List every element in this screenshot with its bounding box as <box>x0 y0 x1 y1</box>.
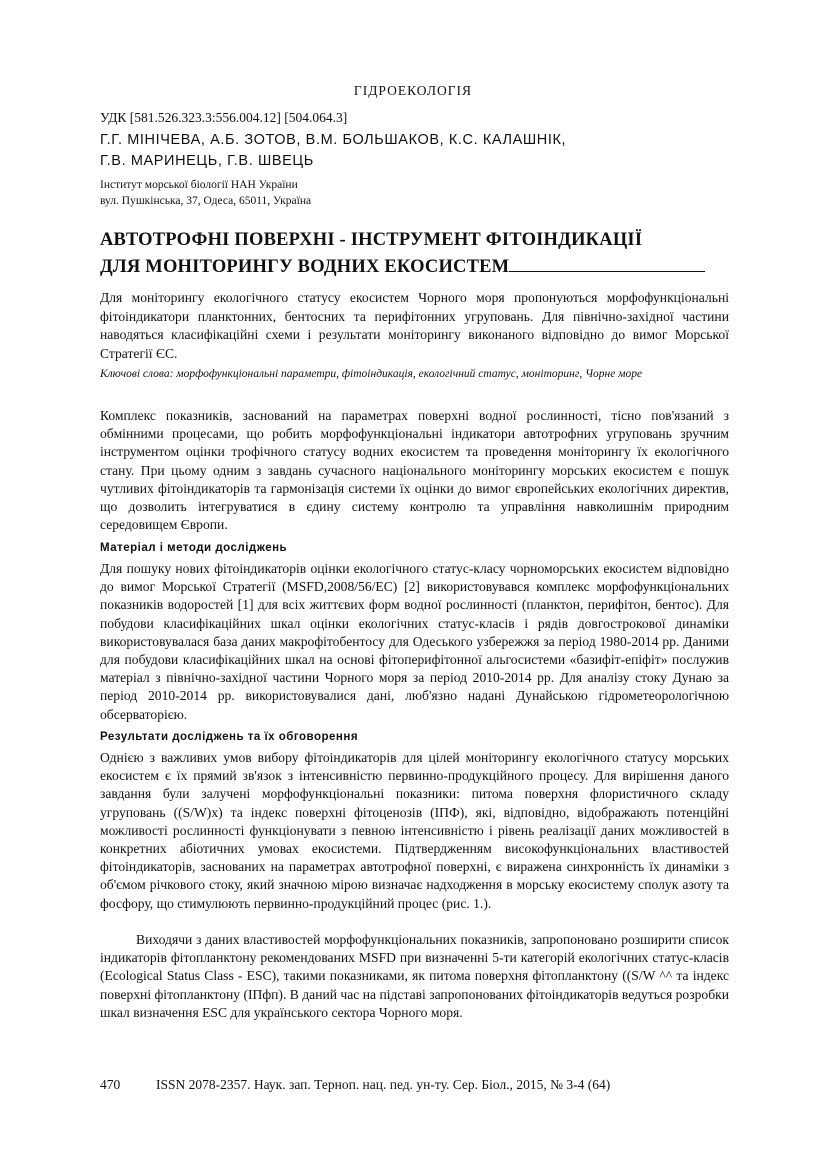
title-underline <box>509 253 705 272</box>
results-paragraph-1: Однією з важливих умов вибору фітоіндикаторів для цілей моніторингу екологічного статусу морських екосистем є їх прямий зв'язок з інтенсивністю первинно-продукційного процесу. Для вирішення даного завдання були залучені морфофункціональні показники: питома поверхня флористичного складу угруповань ((S/W)x) та індекс поверхні фітоценозів (ІПФ), які, відповідно, відображають потенційні можливості рослинності функціонувати з певною інтенсивністю і рівень реалізації даних можливостей в конкретних абіотичних умовах екосистеми. Підтвердженням високофункціональних властивостей фітоіндикаторів, заснованих на параметрах автотрофної поверхні, є виражена синхронність їх динаміки з об'ємом річкового стоку, який значною мірою визначає надходження в морську екосистему сполук азоту та фосфору, що стимулюють первинно-продукційний процес (рис. 1.). <box>100 750 729 911</box>
page-number: 470 <box>100 1077 121 1092</box>
authors-line-1: Г.Г. МІНІЧЕВА, А.Б. ЗОТОВ, В.М. БОЛЬШАКОВ, К.С. КАЛАШНІК, <box>100 132 567 148</box>
methods-heading: Матеріал і методи досліджень <box>100 542 288 554</box>
results-heading: Результати досліджень та їх обговорення <box>100 731 359 743</box>
section-header: ГІДРОЕКОЛОГІЯ <box>353 83 473 98</box>
page-footer <box>100 1077 729 1093</box>
authors <box>100 130 566 172</box>
udk-code: УДК [581.526.323.3:556.004.12] [504.064.3] <box>100 110 348 125</box>
affiliation-institute: Інститут морської біології НАН України <box>100 179 298 191</box>
keywords: Ключові слова: морфофункціональні параметри, фітоіндикація, екологічний статус, моніторинг, Чорне море <box>100 368 643 380</box>
intro-paragraph: Комплекс показників, заснований на параметрах поверхні водної рослинності, тісно пов'язаний з обмінними процесами, що робить морфофункціональні індикатори автотрофних угруповань зручним інструментом оцінки трофічного статусу водних екосистем та проведення моніторингу їх екологічного стану. При цьому одним з завдань сучасного національного моніторингу морських екосистем є пошук чутливих фітоіндикаторів та гармонізація системи їх оцінки до вимог європейських екологічних директив, що дозволить інтегруватися в єдину систему контролю та управління навколишнім природним середовищем Європи. <box>100 408 729 533</box>
affiliation <box>100 177 311 209</box>
results-paragraph-2: Виходячи з даних властивостей морфофункціональних показників, запропоновано розширити список індикаторів фітопланктону рекомендованих MSFD при визначенні 5-ти категорій екологічних статус-класів (Ecological Status Class - ESC), такими показниками, як питома поверхня фітопланктону ((S/W ^^ та індекс поверхні фітопланктону (ІПфп). В даний час на підставі запропонованих фітоіндикаторів ведуться розробки шкал визначення ESC для українського сектора Чорного моря. <box>100 932 729 1020</box>
title-line-2: ДЛЯ МОНІТОРИНГУ ВОДНИХ ЕКОСИСТЕМ <box>100 257 510 277</box>
journal-citation: ISSN 2078-2357. Наук. зап. Терноп. нац. пед. ун-ту. Сер. Біол., 2015, № 3-4 (64) <box>156 1077 611 1092</box>
authors-line-2: Г.В. МАРИНЕЦЬ, Г.В. ШВЕЦЬ <box>100 153 314 169</box>
title-line-1: АВТОТРОФНІ ПОВЕРХНІ - ІНСТРУМЕНТ ФІТОІНДИКАЦІЇ <box>100 230 643 250</box>
affiliation-address: вул. Пушкінська, 37, Одеса, 65011, Україна <box>100 195 312 207</box>
abstract: Для моніторингу екологічного статусу екосистем Чорного моря пропонуються морфофункціональні фітоіндикатори планктонних, бентосних та перифітонних угруповань. Для північно-західної частини наводяться класифікаційні схеми і результати моніторингу виконаного відповідно до вимог Морської Стратегії ЄС. <box>100 290 729 361</box>
methods-paragraph: Для пошуку нових фітоіндикаторів оцінки екологічного статус-класу чорноморських екосистем відповідно до вимог Морської Стратегії (MSFD,2008/56/ЕС) [2] використовувався комплекс морфофункціональних показників водоростей [1] для всіх життєвих форм водної рослинності (планктон, перифітон, бентос). Для побудови класифікаційних шкал оцінки екологічних статус-класів і рядів довгострокової динаміки використовувалася база даних макрофітобентосу для Одеського узбережжя за період 1980-2014 рр. Даними для побудови класифікаційних шкал на основі фітоперифітонної альгосистеми «базифіт-епіфіт» послужив матеріал з північно-західної частини Чорного моря за період 2010-2014 рр. Для аналізу стоку Дунаю за період 2010-2014 рр. використовувалися дані, люб'язно надані Дунайською гідрометеорологічною обсерваторією. <box>100 561 729 722</box>
article-title <box>100 228 740 280</box>
